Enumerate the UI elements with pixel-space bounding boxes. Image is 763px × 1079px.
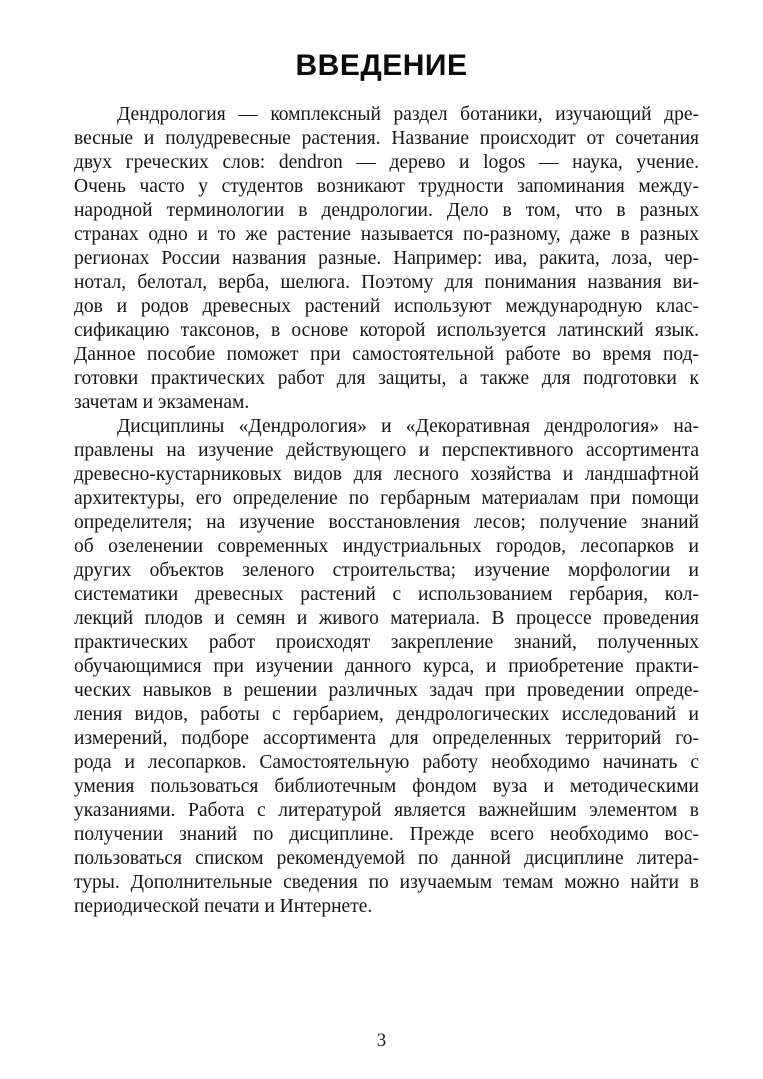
text-line: Дисциплины «Дендрология» и «Декоративная дендрология» на- <box>117 416 699 437</box>
text-line: ления видов, работы с гербарием, дендрологических исследований и <box>74 704 699 725</box>
page-title: ВВЕДЕНИЕ <box>295 49 468 82</box>
text-line: определителя; на изучение восстановления лесов; получение знаний <box>74 512 699 533</box>
text-line: архитектуры, его определение по гербарным материалам при помощи <box>74 488 699 509</box>
text-line: измерений, подборе ассортимента для определенных территорий го- <box>74 728 699 749</box>
text-line: нотал, белотал, верба, шелюга. Поэтому для понимания названия ви- <box>74 272 699 293</box>
text-line: периодической печати и Интернете. <box>74 896 373 917</box>
text-line: двух греческих слов: dendron — дерево и logos — наука, учение. <box>74 152 699 173</box>
text-line: других объектов зеленого строительства; изучение морфологии и <box>74 560 699 581</box>
text-line: систематики древесных растений с использованием гербария, кол- <box>74 584 699 605</box>
text-line: Очень часто у студентов возникают трудности запоминания между- <box>74 176 699 197</box>
text-line: обучающимися при изучении данного курса, и приобретение практи- <box>74 656 699 677</box>
text-line: дов и родов древесных растений используют международную клас- <box>74 296 699 317</box>
text-line: практических работ происходят закрепление знаний, полученных <box>74 632 699 653</box>
text-line: народной терминологии в дендрологии. Дело в том, что в разных <box>74 200 699 221</box>
body-text <box>74 103 699 919</box>
text-line: туры. Дополнительные сведения по изучаемым темам можно найти в <box>74 872 699 893</box>
text-line: правлены на изучение действующего и перспективного ассортимента <box>74 440 699 461</box>
text-line: Данное пособие поможет при самостоятельной работе во время под- <box>74 344 699 365</box>
text-line: сификацию таксонов, в основе которой используется латинский язык. <box>74 320 699 341</box>
page-number: 3 <box>376 1030 387 1051</box>
text-line: древесно-кустарниковых видов для лесного хозяйства и ландшафтной <box>74 464 699 485</box>
text-line: лекций плодов и семян и живого материала. В процессе проведения <box>74 608 699 629</box>
text-line: указаниями. Работа с литературой является важнейшим элементом в <box>74 800 699 821</box>
text-line: Дендрология — комплексный раздел ботаники, изучающий дре- <box>117 104 699 125</box>
text-line: готовки практических работ для защиты, а также для подготовки к <box>74 368 699 389</box>
text-line: об озеленении современных индустриальных городов, лесопарков и <box>74 536 699 557</box>
text-line: весные и полудревесные растения. Название происходит от сочетания <box>74 128 699 149</box>
paragraph <box>74 103 699 415</box>
text-line: получении знаний по дисциплине. Прежде всего необходимо вос- <box>74 824 699 845</box>
paragraph <box>74 415 699 919</box>
text-line: зачетам и экзаменам. <box>74 392 250 413</box>
text-line: ческих навыков в решении различных задач при проведении опреде- <box>74 680 699 701</box>
text-line: пользоваться списком рекомендуемой по данной дисциплине литера- <box>74 848 699 869</box>
text-line: регионах России названия разные. Например: ива, ракита, лоза, чер- <box>74 248 699 269</box>
text-line: странах одно и то же растение называется по-разному, даже в разных <box>74 224 699 245</box>
text-line: умения пользоваться библиотечным фондом вуза и методическими <box>74 776 699 797</box>
text-line: рода и лесопарков. Самостоятельную работу необходимо начинать с <box>74 752 699 773</box>
